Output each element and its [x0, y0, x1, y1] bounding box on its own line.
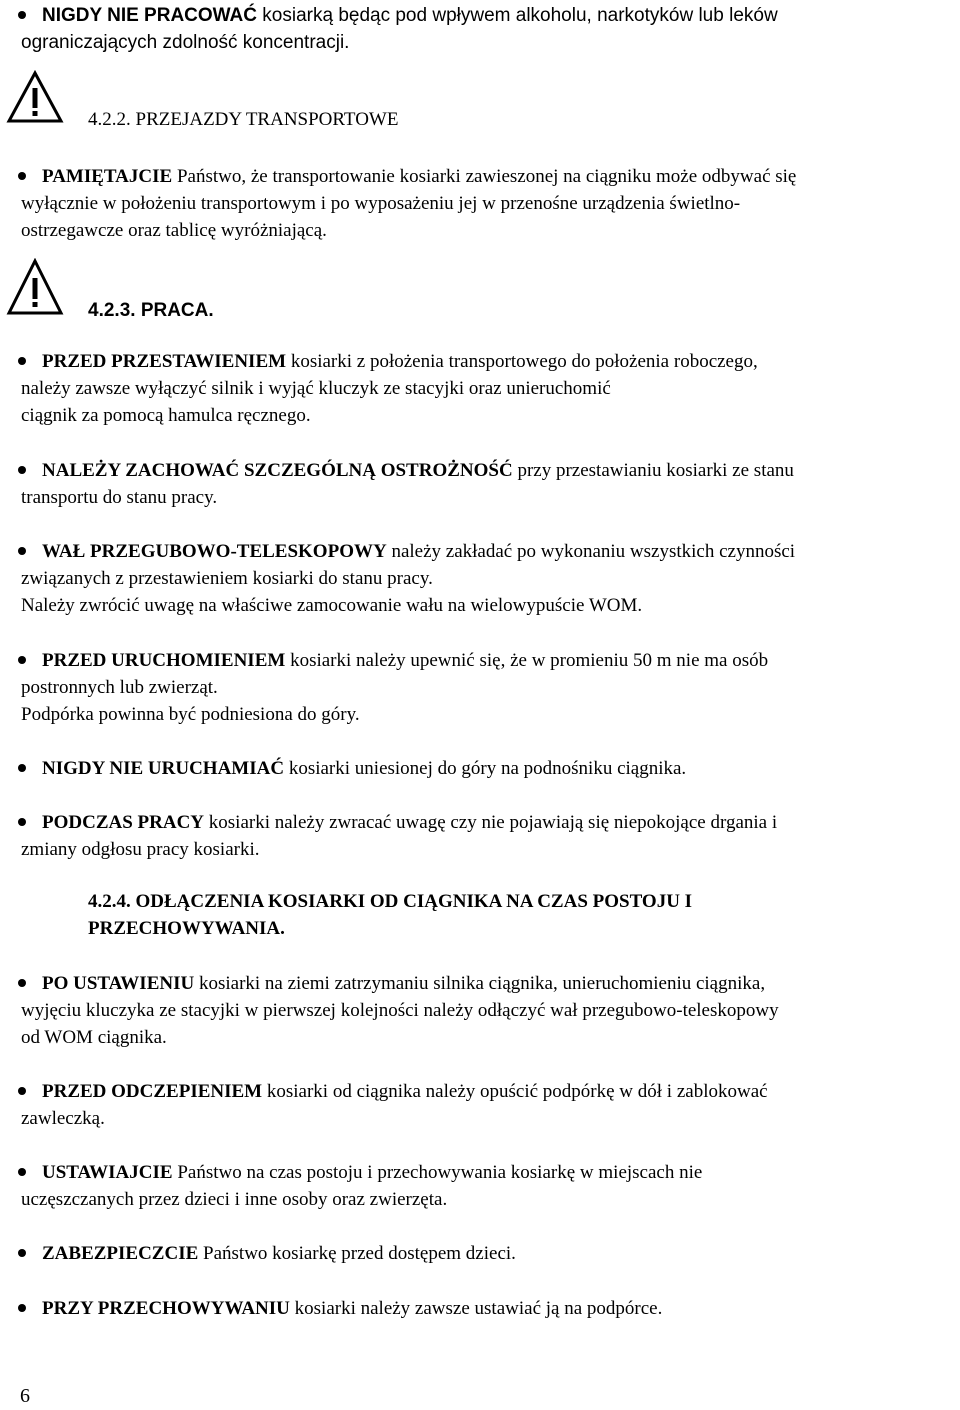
emphasis-text: PRZED URUCHOMIENIEM: [42, 650, 286, 671]
emphasis-text: NIGDY NIE URUCHAMIAĆ: [42, 758, 285, 779]
paragraph-line: NALEŻY ZACHOWAĆ SZCZEGÓLNĄ OSTROŻNOŚĆ przy przestawianiu kosiarki ze stanu: [42, 460, 794, 481]
paragraph-line: uczęszczanych przez dzieci i inne osoby oraz zwierzęta.: [21, 1189, 448, 1210]
bullet: [18, 466, 26, 474]
emphasis-text: PRZED ODCZEPIENIEM: [42, 1081, 263, 1102]
bullet: [18, 547, 26, 555]
bullet: [18, 1249, 26, 1257]
bullet: [18, 172, 26, 180]
bullet: [18, 979, 26, 987]
paragraph-line: PRZED URUCHOMIENIEM kosiarki należy upewnić się, że w promieniu 50 m nie ma osób: [42, 650, 769, 671]
paragraph-line: Należy zwrócić uwagę na właściwe zamocowanie wału na wielowypuście WOM.: [21, 595, 643, 616]
paragraph-line: NIGDY NIE URUCHAMIAĆ kosiarki uniesionej do góry na podnośniku ciągnika.: [42, 758, 687, 779]
warning-triangle-icon: [6, 70, 64, 124]
paragraph-line: NIGDY NIE PRACOWAĆ kosiarką będąc pod wpływem alkoholu, narkotyków lub leków: [42, 5, 778, 26]
paragraph-line: wyjęciu kluczyka ze stacyjki w pierwszej kolejności należy odłączyć wał przegubowo-teleskopowy: [21, 1000, 779, 1021]
bullet: [18, 764, 26, 772]
paragraph-line: ostrzegawcze oraz tablicę wyróżniającą.: [21, 220, 327, 241]
emphasis-text: WAŁ PRZEGUBOWO-TELESKOPOWY: [42, 541, 387, 562]
paragraph-line: USTAWIAJCIE Państwo na czas postoju i przechowywania kosiarkę w miejscach nie: [42, 1162, 703, 1183]
paragraph-line: PAMIĘTAJCIE Państwo, że transportowanie kosiarki zawieszonej na ciągniku może odbywać się: [42, 166, 797, 187]
paragraph-line: wyłącznie w położeniu transportowym i po wyposażeniu jej w przenośne urządzenia świetlno-: [21, 193, 741, 214]
emphasis-text: NIGDY NIE PRACOWAĆ: [42, 5, 258, 26]
paragraph-line: związanych z przestawieniem kosiarki do stanu pracy.: [21, 568, 433, 589]
bullet: [18, 357, 26, 365]
emphasis-text: PAMIĘTAJCIE: [42, 166, 173, 187]
paragraph-line: PODCZAS PRACY kosiarki należy zwracać uwagę czy nie pojawiają się niepokojące drgania i: [42, 812, 778, 833]
section-heading: 4.2.4. ODŁĄCZENIA KOSIARKI OD CIĄGNIKA NA CZAS POSTOJU I: [88, 891, 693, 912]
bullet: [18, 1087, 26, 1095]
paragraph-line: WAŁ PRZEGUBOWO-TELESKOPOWY należy zakładać po wykonaniu wszystkich czynności: [42, 541, 796, 562]
emphasis-text: PO USTAWIENIU: [42, 973, 195, 994]
bullet: [18, 1168, 26, 1176]
section-heading: 4.2.3. PRACA.: [88, 300, 214, 321]
paragraph-line: postronnych lub zwierząt.: [21, 677, 218, 698]
bullet: [18, 11, 26, 19]
bullet: [18, 818, 26, 826]
paragraph-line: PO USTAWIENIU kosiarki na ziemi zatrzymaniu silnika ciągnika, unieruchomieniu ciągnika,: [42, 973, 766, 994]
section-heading: 4.2.2. PRZEJAZDY TRANSPORTOWE: [88, 109, 399, 130]
emphasis-text: PRZED PRZESTAWIENIEM: [42, 351, 287, 372]
page-number: 6: [20, 1385, 30, 1407]
paragraph-line: zawleczką.: [21, 1108, 105, 1129]
paragraph-line: należy zawsze wyłączyć silnik i wyjąć kluczyk ze stacyjki oraz unieruchomić: [21, 378, 611, 399]
paragraph-line: Podpórka powinna być podniesiona do góry.: [21, 704, 360, 725]
paragraph-line: ograniczających zdolność koncentracji.: [21, 32, 350, 53]
emphasis-text: PODCZAS PRACY: [42, 812, 205, 833]
paragraph-line: ZABEZPIECZCIE Państwo kosiarkę przed dostępem dzieci.: [42, 1243, 516, 1264]
paragraph-line: zmiany odgłosu pracy kosiarki.: [21, 839, 260, 860]
paragraph-line: od WOM ciągnika.: [21, 1027, 167, 1048]
bullet: [18, 1304, 26, 1312]
paragraph-line: ciągnik za pomocą hamulca ręcznego.: [21, 405, 311, 426]
emphasis-text: PRZY PRZECHOWYWANIU: [42, 1298, 290, 1319]
warning-triangle-icon: [6, 258, 64, 316]
bullet: [18, 656, 26, 664]
emphasis-text: USTAWIAJCIE: [42, 1162, 173, 1183]
paragraph-line: PRZED ODCZEPIENIEM kosiarki od ciągnika należy opuścić podpórkę w dół i zablokować: [42, 1081, 768, 1102]
paragraph-line: PRZED PRZESTAWIENIEM kosiarki z położenia transportowego do położenia roboczego,: [42, 351, 758, 372]
section-heading-continued: PRZECHOWYWANIA.: [88, 918, 285, 939]
emphasis-text: ZABEZPIECZCIE: [42, 1243, 199, 1264]
paragraph-line: PRZY PRZECHOWYWANIU kosiarki należy zawsze ustawiać ją na podpórce.: [42, 1298, 663, 1319]
emphasis-text: NALEŻY ZACHOWAĆ SZCZEGÓLNĄ OSTROŻNOŚĆ: [42, 460, 513, 481]
paragraph-line: transportu do stanu pracy.: [21, 487, 218, 508]
